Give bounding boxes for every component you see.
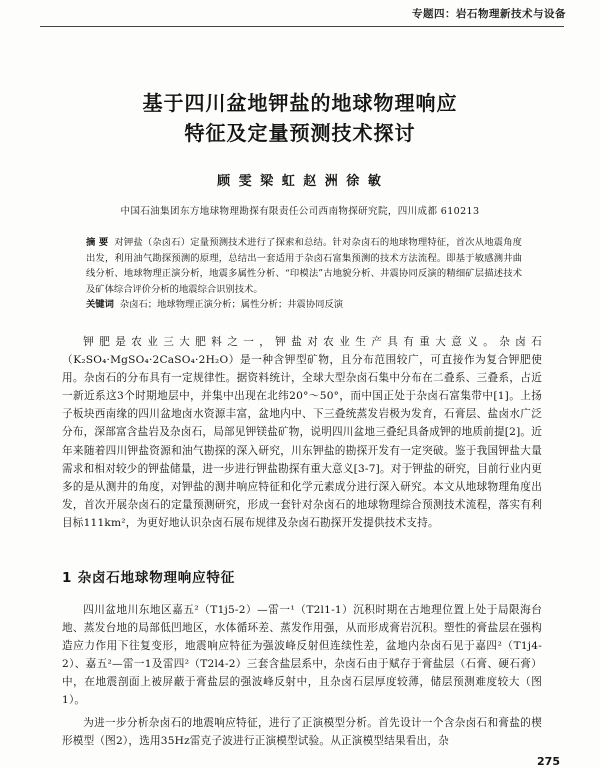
authors: 顾 雯 梁 虹 赵 洲 徐 敏 xyxy=(217,174,383,189)
title-line-1: 基于四川盆地钾盐的地球物理响应 xyxy=(142,91,458,115)
body-paragraph-intro: 钾肥是农业三大肥料之一，钾盐对农业生产具有重大意义。杂卤石（K₂SO₄·MgSO₄·2CaSO₄·2H₂O）是一种含钾型矿物，且分布范围较广，可直接作为复合钾肥使用。杂卤石的分布具有一定规律性。据资料统计，全球大型杂卤石集中分布在二叠系、三叠系，占近一新近系这3个时期地层中，并集中出现在北纬20°～50°，而中国正处于杂卤石富集带中[1]。上扬子板块西南缘的四川盆地卤水资源丰富，盆地内中、下三叠统蒸发岩极为发育，石膏层、盐卤水广泛分布，深部富含盐岩及杂卤石，局部见钾镁盐矿物，说明四川盆地三叠纪具备成钾的地质前提[2]。近年来随着四川钾盐资源和油气勘探的深入研究，川东钾盐的勘探开发有一定突破。鉴于我国钾盐大量需求和相对较少的钾盐储量，进一步进行钾盐勘探有重大意义[3-7]。对于钾盐的研究，目前行业内更多的是从测井的角度，对钾盐的测井响应特征和化学元素成分进行深入研究。本文从地球物理角度出发，首次开展杂卤石的定量预测研究，形成一套针对杂卤石的地球物理综合预测技术流程，落实有利目标111km²，为更好地认识杂卤石展布规律及杂卤石勘探开发提供技术支持。 xyxy=(62,336,542,529)
page-number: 275 xyxy=(537,755,560,768)
header-rule xyxy=(40,26,564,27)
abstract-block xyxy=(86,235,522,313)
keywords-label: 关键词 xyxy=(86,299,114,310)
title-line-2: 特征及定量预测技术探讨 xyxy=(184,121,416,145)
body-paragraph-section1: 四川盆地川东地区嘉五²（T1j5-2）—雷一¹（T2l1-1）沉积时期在古地理位置上处于局限海台地、蒸发台地的局部低凹地区，水体循环差、蒸发作用强，从而形成膏岩沉积。塑性的膏盐层在强构造应力作用下往复变形，地震响应特征为强波峰反射但连续性差，盆地内杂卤石见于嘉四²（T1j4-2）、嘉五²—雷一1及雷四²（T2l4-2）三套含盐层系中，杂卤石由于赋存于膏盐层（石膏、硬石膏）中，在地震剖面上被屏蔽于膏盐层的强波峰反射中，且杂卤石层厚度较薄，储层预测难度较大（图1）。 xyxy=(62,604,542,707)
body-paragraph-section1-cont: 为进一步分析杂卤石的地震响应特征，进行了正演模型分析。首先设计一个含杂卤石和膏盐的楔形模型（图2），选用35Hz雷克子波进行正演模型试验。从正演模型结果看出，杂 xyxy=(62,717,542,748)
affiliation: 中国石油集团东方地球物理勘探有限责任公司西南物探研究院，四川成都 610213 xyxy=(120,206,480,217)
running-head: 专题四：岩石物理新技术与设备 xyxy=(412,8,566,20)
abstract xyxy=(86,235,522,297)
abstract-text: 对钾盐（杂卤石）定量预测技术进行了探索和总结。针对杂卤石的地球物理特征，首次从地震角度出发，利用油气勘探预测的原理，总结出一套适用于杂卤石富集预测的技术方法流程。即基于敏感测井曲线分析、地球物理正演分析，地震多属性分析、“印模法”古地貌分析、井震协同反演的精细矿层描述技术及矿体综合评价分析的地震综合识别技术。 xyxy=(86,237,522,295)
paper-title xyxy=(0,88,600,148)
keywords-text: 杂卤石；地球物理正演分析；属性分析；井震协同反演 xyxy=(119,299,344,310)
keywords xyxy=(86,297,522,313)
abstract-label: 摘 要 xyxy=(86,237,109,248)
section-heading-1: 1 杂卤石地球物理响应特征 xyxy=(62,570,235,586)
